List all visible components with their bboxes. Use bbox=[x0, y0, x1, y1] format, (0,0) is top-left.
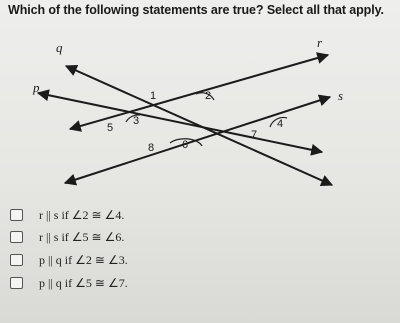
angle-label-6: 6 bbox=[182, 139, 189, 151]
choice-text-1: r || s if ∠2 ≅ ∠4. bbox=[39, 207, 125, 222]
angle-label-2: 2 bbox=[205, 90, 212, 102]
line-label-s: s bbox=[338, 88, 344, 103]
choice-option-3[interactable] bbox=[10, 251, 128, 269]
angle-label-5: 5 bbox=[107, 122, 114, 134]
angle-label-7: 7 bbox=[251, 129, 258, 141]
checkbox-option-1[interactable] bbox=[10, 209, 23, 221]
choice-text-2: r || s if ∠5 ≅ ∠6. bbox=[39, 229, 125, 244]
choice-text-3: p || q if ∠2 ≅ ∠3. bbox=[39, 252, 128, 267]
line-r bbox=[70, 55, 328, 129]
angle-label-4: 4 bbox=[277, 118, 284, 130]
line-s bbox=[65, 97, 330, 183]
line-q bbox=[66, 66, 332, 185]
line-label-p: p bbox=[33, 80, 40, 95]
line-label-q: q bbox=[56, 40, 63, 55]
choice-option-4[interactable] bbox=[10, 274, 128, 292]
checkbox-option-3[interactable] bbox=[10, 254, 23, 266]
question-text: Which of the following statements are true? Select all that apply. bbox=[8, 3, 384, 17]
choice-option-1[interactable] bbox=[10, 206, 124, 224]
angle-label-1: 1 bbox=[150, 90, 157, 102]
line-label-r: r bbox=[317, 35, 323, 50]
checkbox-option-4[interactable] bbox=[10, 277, 23, 289]
angle-label-3: 3 bbox=[133, 115, 140, 127]
checkbox-option-2[interactable] bbox=[10, 231, 23, 243]
choice-option-2[interactable] bbox=[10, 228, 124, 246]
choice-text-4: p || q if ∠5 ≅ ∠7. bbox=[39, 275, 128, 290]
angle-label-8: 8 bbox=[148, 142, 155, 154]
